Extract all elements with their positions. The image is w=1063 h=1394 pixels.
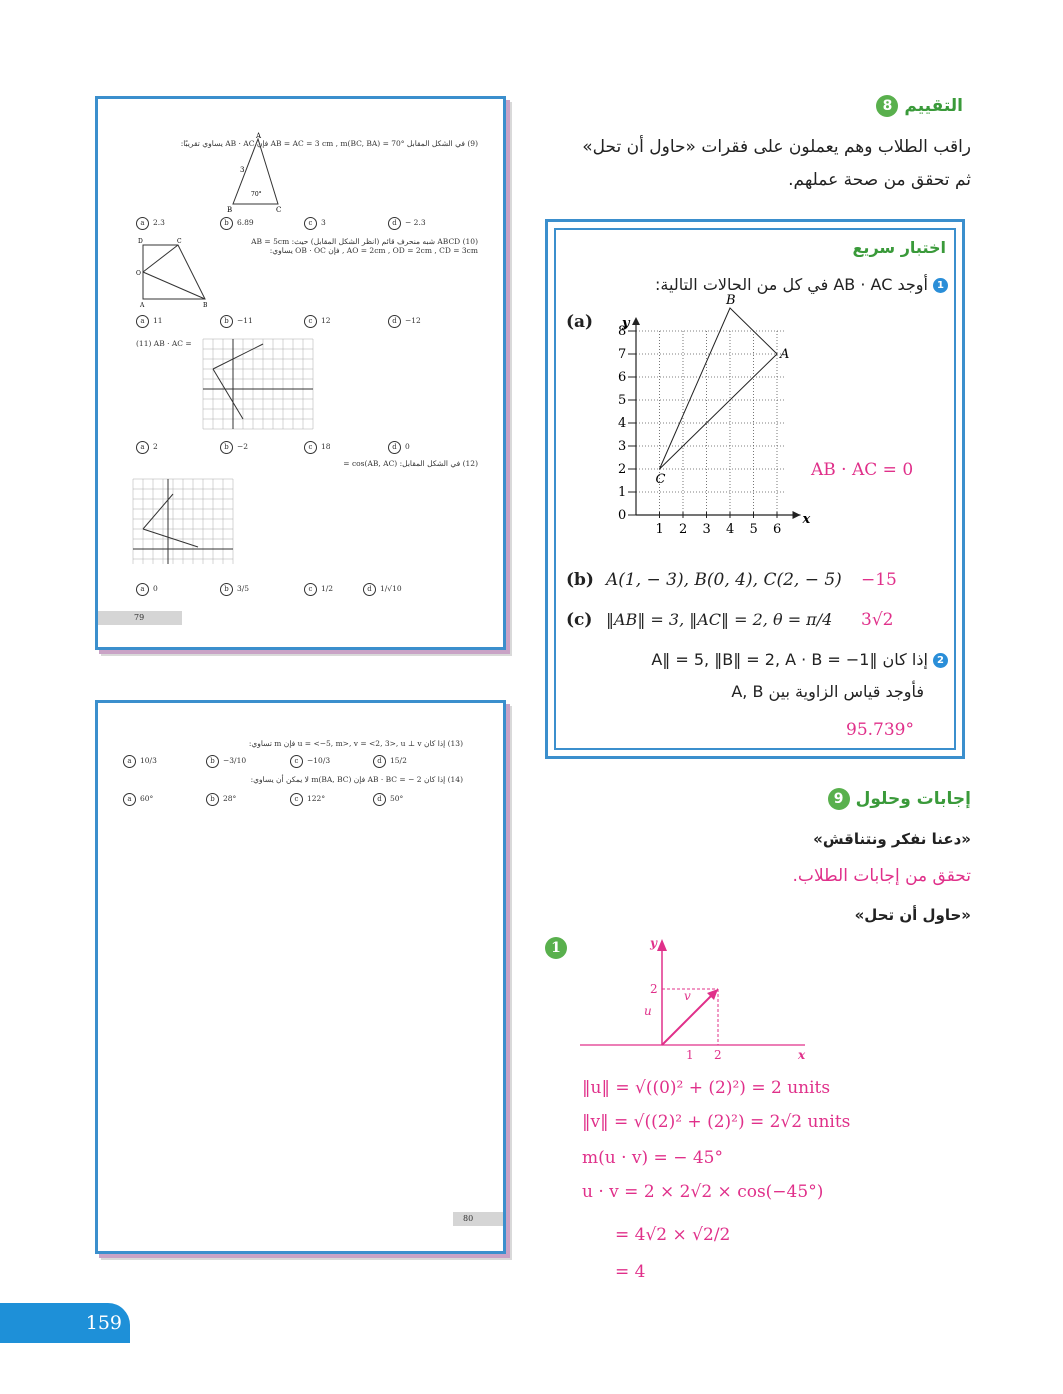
x-axis-arrow	[793, 511, 801, 519]
y-tick-label: 6	[618, 370, 627, 385]
vec-y-tick-label: 2	[650, 982, 658, 996]
part-b-text: A(1, − 3), B(0, 4), C(2, − 5)	[606, 570, 842, 590]
part-b-answer: −15	[861, 570, 897, 590]
q11-option-b[interactable]: b −2	[220, 441, 248, 454]
q11-option-c[interactable]: c 18	[304, 441, 331, 454]
q14-option-c[interactable]: c 122°	[290, 793, 325, 806]
q9-option-b[interactable]: b 6.89	[220, 217, 254, 230]
y-tick-label: 7	[618, 347, 627, 362]
answers-heading: إجابات وحلول 9	[828, 788, 971, 810]
y-tick-label: 4	[618, 416, 627, 431]
svg-text:A: A	[256, 132, 262, 140]
q13-option-a[interactable]: a 10/3	[123, 755, 157, 768]
vector-u-label: u	[644, 1004, 652, 1018]
x-tick-label: 4	[726, 522, 735, 537]
q11-grid	[203, 339, 313, 429]
q12-option-a[interactable]: a 0	[136, 583, 158, 596]
q12-option-c[interactable]: c 1/2	[304, 583, 333, 596]
part-c-answer: 3√2	[861, 610, 894, 630]
point-label-b: B	[726, 293, 736, 308]
page-thumbnail-79	[95, 96, 506, 650]
try-solve-label: «حاول أن تحل»	[854, 906, 971, 924]
svg-text:3: 3	[240, 166, 245, 174]
quiz-q2-line-1: 2 إذا كان ‖A‖ = 5, ‖B‖ = 2, A · B = −1	[651, 650, 948, 669]
y-tick-label: 8	[618, 324, 627, 339]
q12-option-b[interactable]: b 3/5	[220, 583, 249, 596]
solution-line-4: u · v = 2 × 2√2 × cos(−45°)	[582, 1182, 824, 1202]
quiz-q2-badge: 2	[933, 653, 948, 668]
vec-y-label: y	[650, 936, 657, 950]
vector-v-label: v	[684, 989, 691, 1003]
q11-option-a[interactable]: a 2	[136, 441, 158, 454]
x-tick-label: 2	[679, 522, 688, 537]
page-thumbnail-80	[95, 700, 506, 1254]
svg-text:B: B	[227, 206, 233, 214]
point-label-a: A	[780, 347, 790, 362]
q9-option-d[interactable]: d − 2.3	[388, 217, 426, 230]
q10-option-a[interactable]: a 11	[136, 315, 163, 328]
q9-text: (9) في الشكل المقابل AB = AC = 3 cm , m(BC, BA) = 70° فإن AB · AC يساوي تقريبًا:	[180, 139, 478, 148]
q10-option-c[interactable]: c 12	[304, 315, 331, 328]
lets-think-label: «دعنا نفكر ونتناقش»	[813, 830, 971, 848]
quiz-title: اختبار سريع	[852, 238, 946, 257]
q10-option-d[interactable]: d −12	[388, 315, 421, 328]
y-tick-label: 3	[618, 439, 627, 454]
y-tick-label: 5	[618, 393, 627, 408]
evaluation-heading: التقييم 8	[876, 95, 963, 117]
vec-x-tick-label-1: 1	[686, 1048, 694, 1062]
x-tick-label: 5	[749, 522, 758, 537]
q10-text: (10) ABCD شبه منحرف قائم (انظر الشكل المقابل) حيث: AB = 5cm , AO = 2cm , OD = 2cm , CD = 3cm فإن OB · OC يساوي:	[251, 237, 478, 255]
svg-text:B: B	[203, 302, 208, 309]
svg-text:70°: 70°	[251, 191, 262, 198]
x-tick-label: 1	[655, 522, 664, 537]
part-a-chart	[611, 293, 811, 550]
part-a-answer: AB · AC = 0	[811, 460, 914, 480]
q14-option-d[interactable]: d 50°	[373, 793, 403, 806]
quiz-q2-line-2: فأوجد قياس الزاوية بين A, B	[731, 682, 924, 701]
point-label-c: C	[655, 472, 666, 487]
quiz-q1-badge: 1	[933, 278, 948, 293]
solution-line-3: m(u · v) = − 45°	[582, 1148, 723, 1168]
solution-line-6: = 4	[615, 1262, 646, 1282]
q14-option-a[interactable]: a 60°	[123, 793, 153, 806]
vector-plot	[580, 935, 810, 1065]
q13-text: (13) إذا كان u = <−5, m>, v = <2, 3>, u ⊥ v فإن m تساوي:	[248, 739, 463, 748]
trapezoid-figure	[133, 237, 213, 307]
svg-text:O: O	[136, 270, 141, 277]
thumbnail-page-number: 80	[453, 1212, 503, 1226]
evaluation-line-2: ثم تحقق من صحة عملهم.	[788, 170, 971, 190]
svg-text:D: D	[138, 238, 143, 245]
svg-text:C: C	[276, 206, 282, 214]
q12-grid	[133, 479, 233, 564]
vec-y-arrow	[657, 939, 667, 951]
svg-text:C: C	[177, 238, 182, 245]
part-b-label: (b)	[566, 570, 594, 590]
quick-quiz-box	[545, 219, 965, 759]
check-answers-text: تحقق من إجابات الطلاب.	[792, 866, 971, 886]
q10-option-b[interactable]: b −11	[220, 315, 253, 328]
solution-line-1: ‖u‖ = √((0)² + (2)²) = 2 units	[582, 1078, 831, 1098]
y-tick-label: 0	[618, 508, 627, 523]
q14-text: (14) إذا كان 2 − = AB · BC فإن m(BA, BC) لا يمكن أن يساوي:	[250, 775, 463, 784]
answers-number-badge: 9	[828, 788, 850, 810]
q9-option-c[interactable]: c 3	[304, 217, 326, 230]
vec-x-label: x	[798, 1048, 806, 1062]
quiz-q2-answer: 95.739°	[846, 720, 914, 740]
part-c-label: (c)	[566, 610, 593, 630]
x-tick-label: 6	[773, 522, 782, 537]
q14-option-b[interactable]: b 28°	[206, 793, 236, 806]
q13-option-d[interactable]: d 15/2	[373, 755, 407, 768]
x-tick-label: 3	[702, 522, 711, 537]
x-axis-label: x	[802, 512, 811, 527]
solution-line-5: = 4√2 × √2/2	[615, 1225, 731, 1245]
q13-option-c[interactable]: c −10/3	[290, 755, 330, 768]
part-c-text: ‖AB‖ = 3, ‖AC‖ = 2, θ = π/4	[606, 610, 833, 629]
y-tick-label: 1	[618, 485, 627, 500]
q12-text: (12) في الشكل المقابل: cos(AB, AC) =	[343, 459, 478, 468]
y-tick-label: 2	[618, 462, 627, 477]
q12-option-d[interactable]: d 1/√10	[363, 583, 402, 596]
y-axis-arrow	[632, 317, 640, 325]
q9-option-a[interactable]: a 2.3	[136, 217, 165, 230]
svg-text:A: A	[140, 302, 145, 309]
quiz-q1: 1 أوجد AB · AC في كل من الحالات التالية:	[655, 275, 948, 294]
vec-x-tick-label-2: 2	[714, 1048, 722, 1062]
q11-text: (11) AB · AC =	[136, 339, 192, 348]
page-number: 159	[0, 1303, 130, 1343]
part-a-label: (a)	[566, 312, 594, 332]
evaluation-line-1: راقب الطلاب وهم يعملون على فقرات «حاول أن تحل»	[582, 137, 971, 157]
triangle-abc	[660, 308, 778, 469]
q11-option-d[interactable]: d 0	[388, 441, 410, 454]
quick-quiz-inner	[554, 228, 956, 750]
y-axis-label: y	[622, 316, 630, 331]
solution-1-badge: 1	[545, 937, 567, 959]
solution-line-2: ‖v‖ = √((2)² + (2)²) = 2√2 units	[582, 1112, 851, 1132]
thumbnail-page-number: 79	[98, 611, 182, 625]
evaluation-number-badge: 8	[876, 95, 898, 117]
q13-option-b[interactable]: b −3/10	[206, 755, 246, 768]
